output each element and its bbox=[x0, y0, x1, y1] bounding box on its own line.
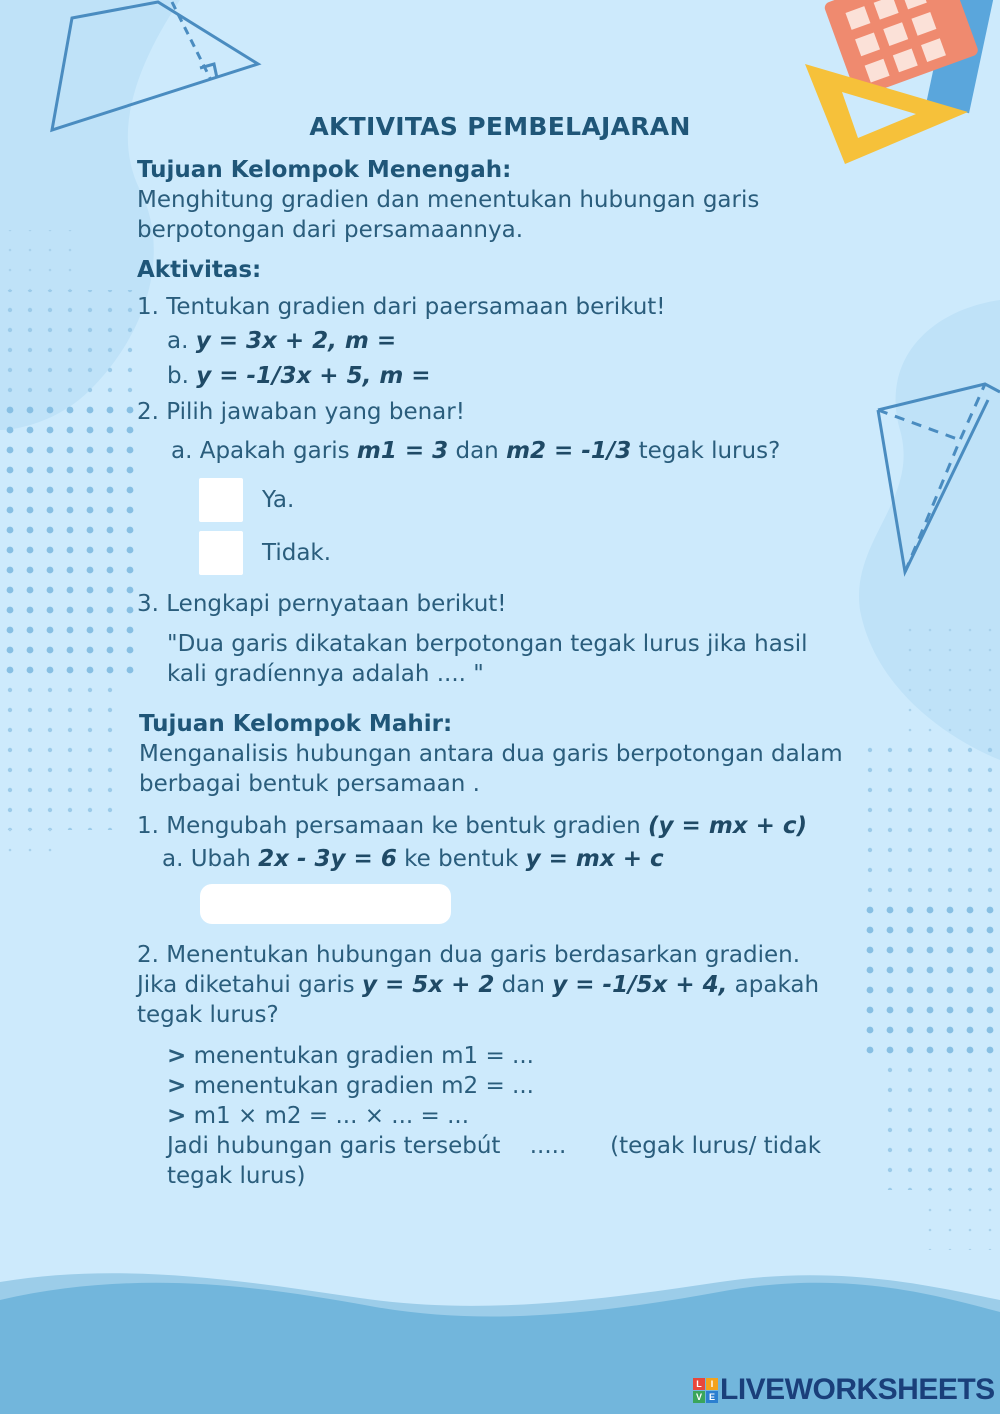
q2a-and: dan bbox=[448, 438, 507, 464]
right-dots-fade bbox=[880, 1060, 1000, 1190]
option-no-label: Tidak. bbox=[262, 540, 332, 566]
menengah-heading: Tujuan Kelompok Menengah: bbox=[137, 157, 512, 183]
q2a-line bbox=[171, 436, 780, 466]
step1-text: menentukan gradien m1 = ... bbox=[186, 1043, 534, 1069]
mahir-q2-line3: tegak lurus? bbox=[137, 1002, 279, 1028]
mahir-desc-line1: Menganalisis hubungan antara dua garis berpotongan dalam bbox=[139, 741, 843, 767]
option-yes-label: Ya. bbox=[262, 487, 295, 513]
mahir-q1-prompt-text: 1. Mengubah persamaan ke bentuk gradien bbox=[137, 813, 649, 839]
mahir-q2-eq1: y = 5x + 2 bbox=[361, 972, 495, 998]
logo-letter-l: L bbox=[693, 1378, 705, 1390]
mahir-q2-line2 bbox=[137, 970, 819, 1000]
q3-prompt: 3. Lengkapi pernyataan berikut! bbox=[137, 591, 507, 617]
right-dots-large bbox=[860, 900, 1000, 1060]
q2a-post: tegak lurus? bbox=[631, 438, 781, 464]
menengah-desc-line1: Menghitung gradien dan menentukan hubungan garis bbox=[137, 187, 760, 213]
liveworksheets-wordmark: LIVEWORKSHEETS bbox=[720, 1373, 995, 1406]
right-dots-tail bbox=[920, 1190, 1000, 1250]
mahir-q1a-target: y = mx + c bbox=[525, 846, 664, 872]
mahir-q1a-mid: ke bentuk bbox=[396, 846, 526, 872]
option-no-checkbox[interactable] bbox=[199, 531, 243, 575]
step3-marker: > bbox=[167, 1103, 187, 1129]
q3-statement-line2: kali gradíennya adalah .... " bbox=[167, 661, 484, 687]
mahir-q2-step2 bbox=[167, 1071, 534, 1101]
q1a-line bbox=[167, 326, 396, 356]
q1-prompt: 1. Tentukan gradien dari paersamaan berikut! bbox=[137, 294, 666, 320]
option-yes-checkbox[interactable] bbox=[199, 478, 243, 522]
mahir-q2-conclusion-line2: tegak lurus) bbox=[167, 1163, 306, 1189]
q2a-pre: a. Apakah garis bbox=[171, 438, 357, 464]
mahir-q1-prompt bbox=[137, 811, 807, 841]
mahir-q2-step3 bbox=[167, 1101, 469, 1131]
logo-letter-e: E bbox=[706, 1391, 718, 1403]
mahir-heading: Tujuan Kelompok Mahir: bbox=[139, 711, 453, 737]
left-dots-tail bbox=[0, 820, 60, 860]
q2a-m2: m2 = -1/3 bbox=[506, 438, 632, 464]
mahir-q2-conclusion-line1: Jadi hubungan garis tersebút ..... (tegak lurus/ tidak bbox=[167, 1133, 822, 1159]
mahir-q2-line2-pre: Jika diketahui garis bbox=[137, 972, 362, 998]
mahir-q2-eq2: y = -1/5x + 4, bbox=[552, 972, 728, 998]
left-dots-large bbox=[0, 400, 140, 680]
mahir-q2-line2-post: apakah bbox=[727, 972, 820, 998]
q2-prompt: 2. Pilih jawaban yang benar! bbox=[137, 399, 465, 425]
q2a-m1: m1 = 3 bbox=[356, 438, 449, 464]
step3-text: m1 × m2 = ... × ... = ... bbox=[186, 1103, 470, 1129]
page-title: AKTIVITAS PEMBELAJARAN bbox=[309, 112, 691, 141]
logo-letter-i: I bbox=[706, 1378, 718, 1390]
aktivitas-label: Aktivitas: bbox=[137, 257, 262, 283]
mahir-q2-step1 bbox=[167, 1041, 534, 1071]
right-dots-medium bbox=[860, 740, 1000, 900]
mahir-q1a-pre: a. Ubah bbox=[162, 846, 259, 872]
logo-letter-v: V bbox=[693, 1391, 705, 1403]
q1a-equation: y = 3x + 2, m = bbox=[195, 328, 397, 354]
liveworksheets-logo-icon bbox=[693, 1378, 718, 1403]
q1a-label: a. bbox=[167, 328, 196, 354]
mahir-q1a-equation: 2x - 3y = 6 bbox=[258, 846, 397, 872]
q3-statement-line1: "Dua garis dikatakan berpotongan tegak lurus jika hasil bbox=[167, 631, 808, 657]
q1b-label: b. bbox=[167, 363, 197, 389]
liveworksheets-logo bbox=[693, 1372, 995, 1408]
mahir-desc-line2: berbagai bentuk persamaan . bbox=[139, 771, 480, 797]
mahir-q2-line1: 2. Menentukan hubungan dua garis berdasarkan gradien. bbox=[137, 942, 801, 968]
left-dots-medium bbox=[0, 290, 140, 410]
mahir-q1a-answer-field[interactable] bbox=[200, 884, 451, 924]
step2-marker: > bbox=[167, 1073, 187, 1099]
q1b-equation: y = -1/3x + 5, m = bbox=[196, 363, 431, 389]
mahir-q1-prompt-equation: (y = mx + c) bbox=[648, 813, 808, 839]
right-dots-small bbox=[900, 620, 1000, 740]
step2-text: menentukan gradien m2 = ... bbox=[186, 1073, 534, 1099]
menengah-desc-line2: berpotongan dari persamaannya. bbox=[137, 217, 524, 243]
left-dots-fade bbox=[0, 680, 120, 830]
q1b-line bbox=[167, 361, 431, 391]
step1-marker: > bbox=[167, 1043, 187, 1069]
mahir-q2-line2-mid: dan bbox=[494, 972, 553, 998]
mahir-q1a-line bbox=[162, 844, 664, 874]
